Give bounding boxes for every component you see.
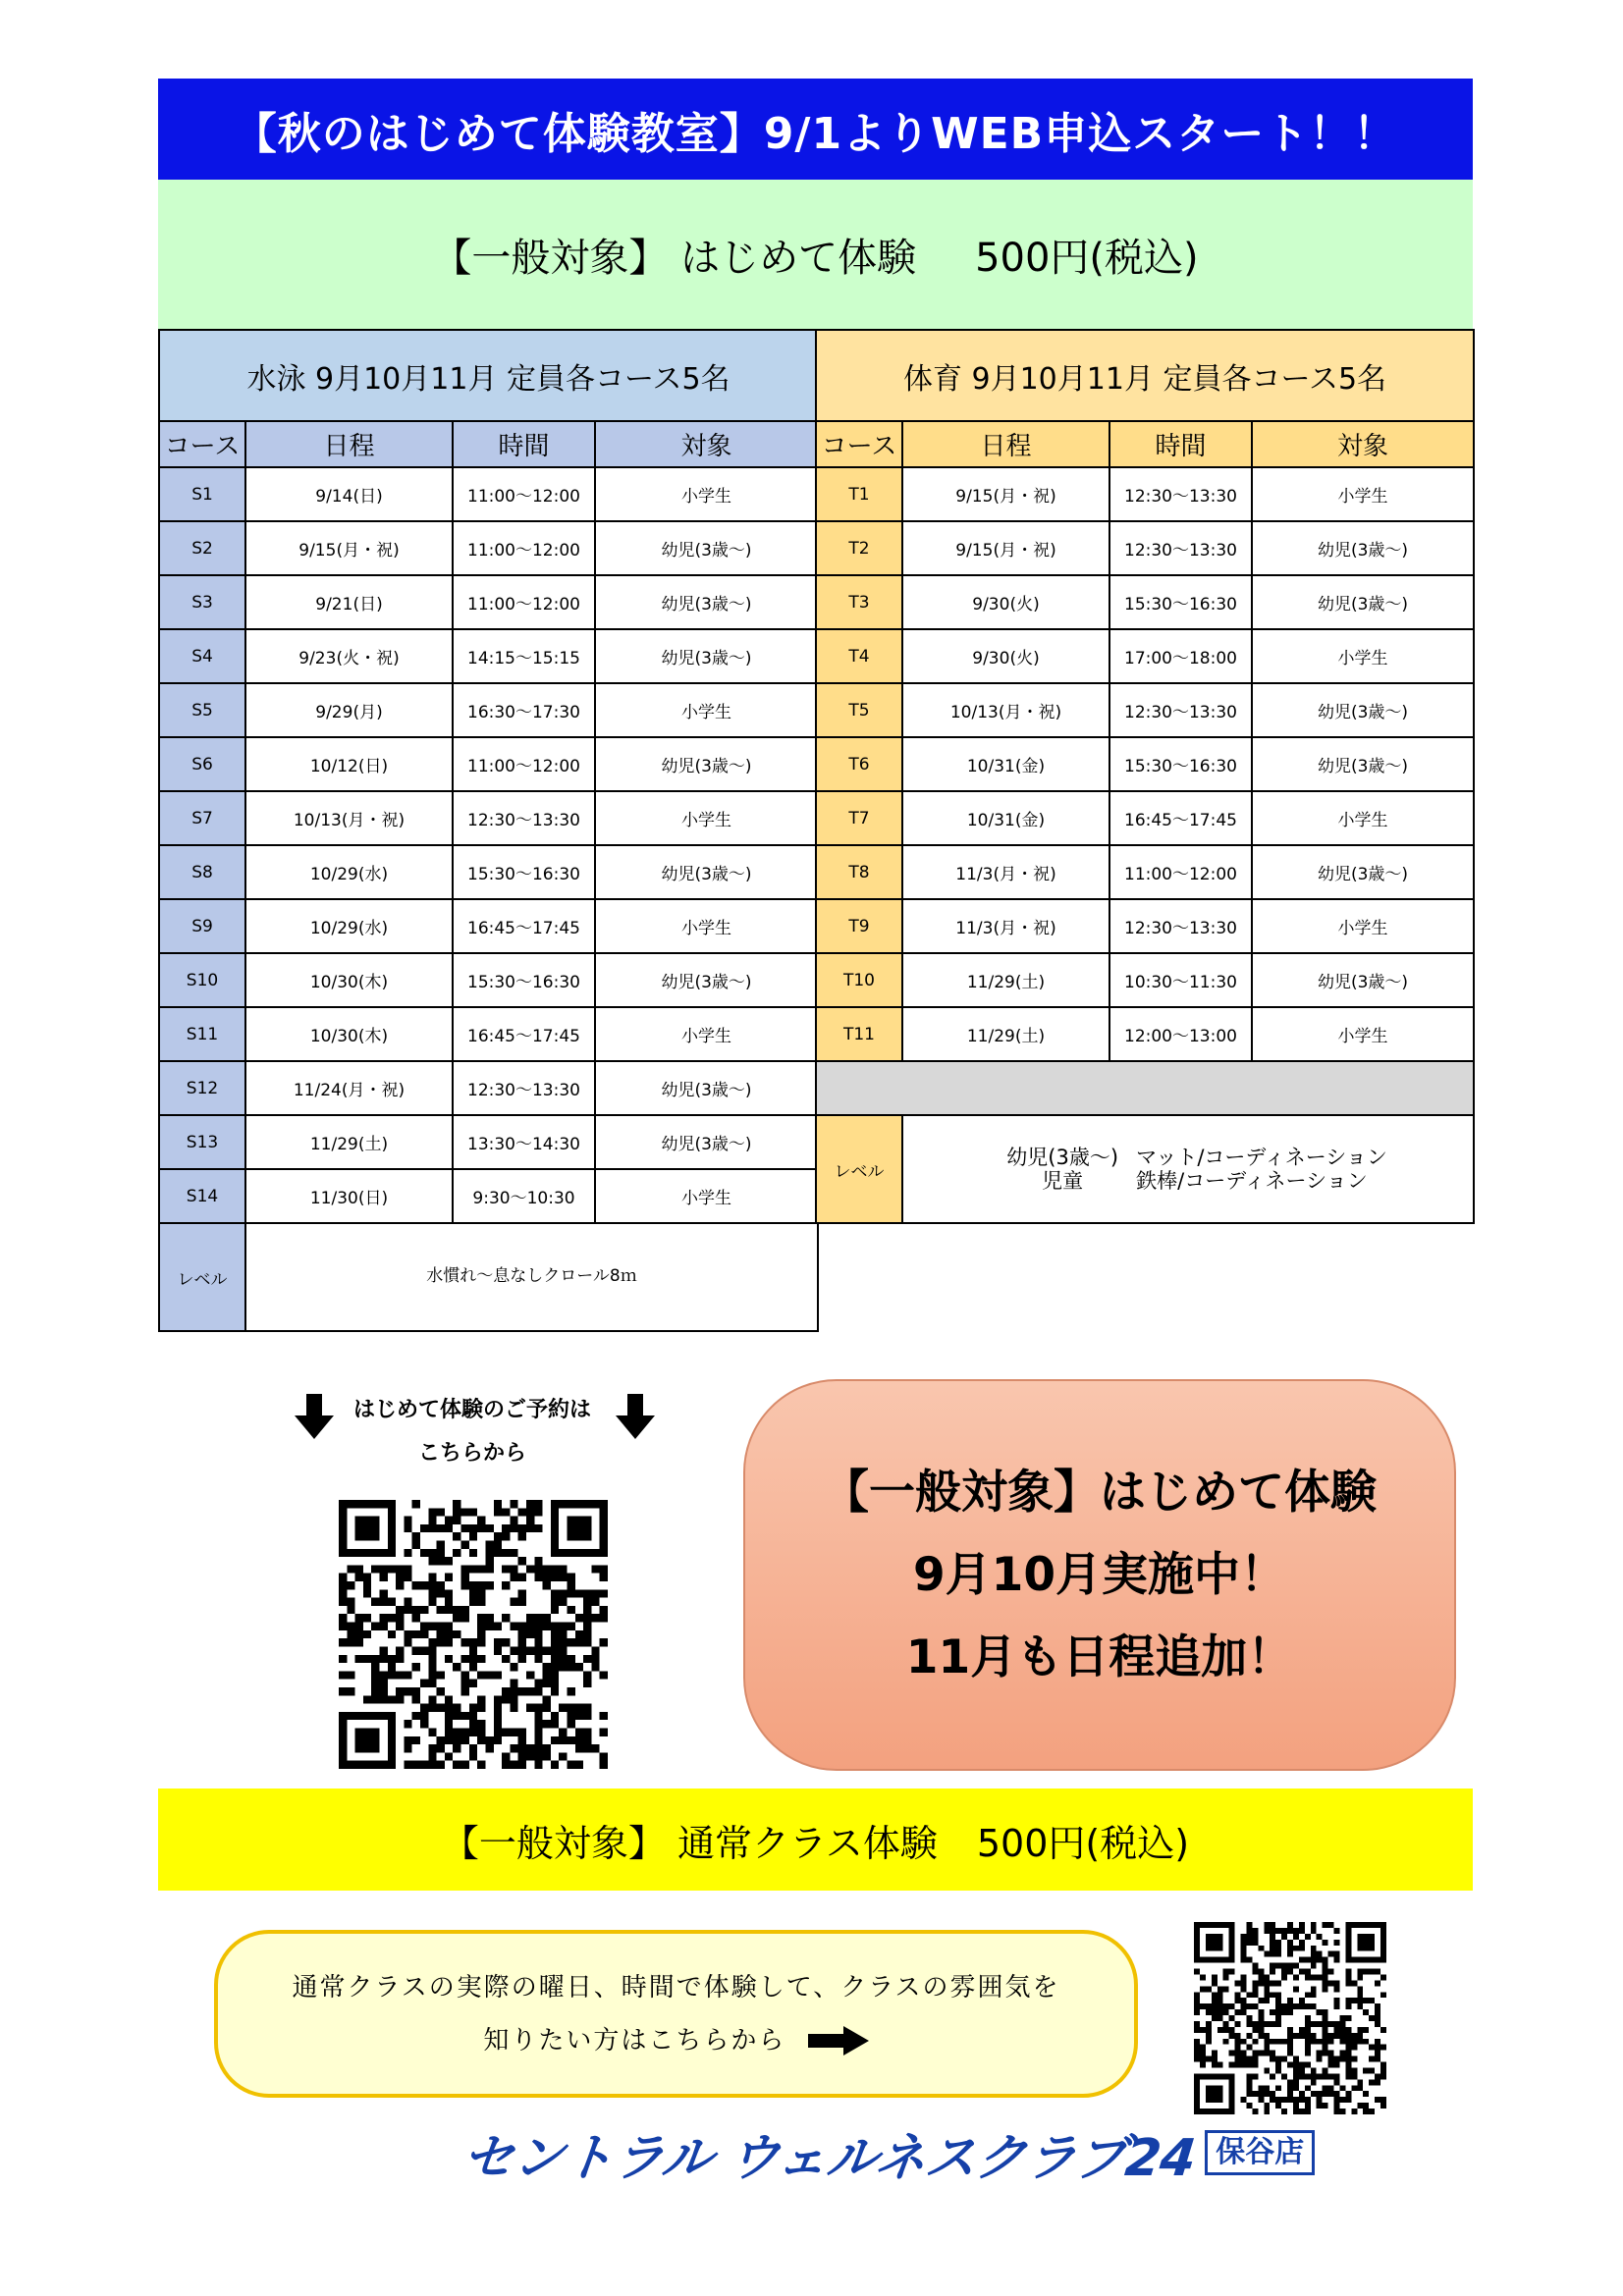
- logo-store: 保谷店: [1205, 2130, 1315, 2175]
- arrow-right-icon: [808, 2026, 869, 2056]
- swim-cell-date: 9/23(火・祝): [245, 629, 453, 683]
- pe-cell-target: 幼児(3歳～): [1252, 683, 1474, 737]
- pe-table-row: [816, 737, 1474, 791]
- swim-table-row: [159, 1169, 818, 1223]
- reservation-line1: はじめて体験のご予約は: [352, 1398, 591, 1422]
- swim-cell-course-code: S7: [159, 791, 245, 845]
- swim-cell-target: 幼児(3歳～): [595, 629, 818, 683]
- swim-cell-date: 9/14(日): [245, 467, 453, 521]
- swim-cell-time: 11:00～12:00: [453, 575, 595, 629]
- pe-col-time: 時間: [1109, 421, 1252, 467]
- pe-table-row: [816, 575, 1474, 629]
- pe-table-row: [816, 791, 1474, 845]
- pe-cell-course-code: T5: [816, 683, 902, 737]
- pe-cell-date: 9/30(火): [902, 629, 1109, 683]
- swim-cell-course-code: S9: [159, 899, 245, 953]
- pe-cell-time: 12:30～13:30: [1109, 899, 1252, 953]
- swim-cell-target: 小学生: [595, 1007, 818, 1061]
- swim-cell-target: 幼児(3歳～): [595, 953, 818, 1007]
- swim-table-row: [159, 791, 818, 845]
- swim-cell-course-code: S8: [159, 845, 245, 899]
- pe-cell-course-code: T8: [816, 845, 902, 899]
- swim-schedule-table: [158, 329, 819, 1332]
- swim-level-label: レベル: [159, 1223, 245, 1331]
- pe-cell-date: 11/29(土): [902, 1007, 1109, 1061]
- regular-price: 500円(税込): [976, 1821, 1190, 1865]
- swim-table-title: 水泳 9月10月11月 定員各コース5名: [159, 330, 818, 421]
- swim-cell-target: 幼児(3歳～): [595, 737, 818, 791]
- swim-cell-time: 16:30～17:30: [453, 683, 595, 737]
- swim-cell-date: 11/29(土): [245, 1115, 453, 1169]
- pe-level-content-1: マット/コーディネーション: [1136, 1145, 1387, 1169]
- pe-cell-target: 小学生: [1252, 629, 1474, 683]
- swim-cell-target: 幼児(3歳～): [595, 1061, 818, 1115]
- pe-cell-date: 10/31(金): [902, 791, 1109, 845]
- swim-table-row: [159, 683, 818, 737]
- pe-level-target-1: 幼児(3歳～): [1006, 1145, 1119, 1169]
- swim-table-row: [159, 1061, 818, 1115]
- promo-line1: 【一般対象】はじめて体験: [823, 1465, 1377, 1520]
- swim-table-row: [159, 1115, 818, 1169]
- pe-cell-course-code: T10: [816, 953, 902, 1007]
- pe-cell-time: 12:30～13:30: [1109, 683, 1252, 737]
- pe-cell-time: 15:30～16:30: [1109, 575, 1252, 629]
- swim-cell-target: 小学生: [595, 467, 818, 521]
- swim-cell-time: 12:30～13:30: [453, 1061, 595, 1115]
- swim-cell-time: 15:30～16:30: [453, 845, 595, 899]
- pe-cell-target: 幼児(3歳～): [1252, 737, 1474, 791]
- reservation-qr-code[interactable]: [339, 1500, 608, 1769]
- swim-cell-course-code: S3: [159, 575, 245, 629]
- pe-cell-course-code: T11: [816, 1007, 902, 1061]
- swim-cell-target: 小学生: [595, 899, 818, 953]
- pe-cell-course-code: T4: [816, 629, 902, 683]
- pe-empty-area: [816, 1061, 1474, 1115]
- reservation-note: [291, 1389, 654, 1475]
- pe-col-course: コース: [816, 421, 902, 467]
- swim-cell-time: 16:45～17:45: [453, 1007, 595, 1061]
- logo-name: セントラル ウェルネスクラブ24: [460, 2128, 1198, 2188]
- pe-cell-time: 12:30～13:30: [1109, 467, 1252, 521]
- pe-table-row: [816, 521, 1474, 575]
- regular-note-line1: 通常クラスの実際の曜日、時間で体験して、クラスの雰囲気を: [292, 1972, 1060, 2002]
- swim-cell-course-code: S10: [159, 953, 245, 1007]
- pe-col-target: 対象: [1252, 421, 1474, 467]
- main-title-banner: [158, 79, 1473, 180]
- swim-cell-date: 10/30(木): [245, 1007, 453, 1061]
- swim-cell-course-code: S1: [159, 467, 245, 521]
- swim-table-row: [159, 521, 818, 575]
- pe-cell-date: 11/3(月・祝): [902, 845, 1109, 899]
- pe-cell-course-code: T7: [816, 791, 902, 845]
- pe-cell-date: 10/13(月・祝): [902, 683, 1109, 737]
- swim-col-target: 対象: [595, 421, 818, 467]
- club-logo: [460, 2118, 1315, 2188]
- regular-class-note: [214, 1930, 1138, 2098]
- swim-cell-date: 9/15(月・祝): [245, 521, 453, 575]
- swim-cell-target: 幼児(3歳～): [595, 845, 818, 899]
- pe-table-title: 体育 9月10月11月 定員各コース5名: [816, 330, 1474, 421]
- pe-level-label: レベル: [816, 1115, 902, 1223]
- regular-trial-banner: [158, 1789, 1473, 1891]
- swim-cell-course-code: S14: [159, 1169, 245, 1223]
- swim-cell-course-code: S12: [159, 1061, 245, 1115]
- pe-table-row: [816, 953, 1474, 1007]
- swim-cell-date: 9/21(日): [245, 575, 453, 629]
- pe-cell-time: 15:30～16:30: [1109, 737, 1252, 791]
- pe-cell-course-code: T3: [816, 575, 902, 629]
- swim-cell-date: 11/24(月・祝): [245, 1061, 453, 1115]
- pe-level-content-2: 鉄棒/コーディネーション: [1136, 1168, 1368, 1193]
- swim-col-date: 日程: [245, 421, 453, 467]
- pe-cell-date: 10/31(金): [902, 737, 1109, 791]
- pe-table-row: [816, 899, 1474, 953]
- swim-cell-date: 11/30(日): [245, 1169, 453, 1223]
- trial-price: 500円(税込): [975, 235, 1199, 281]
- swim-cell-target: 小学生: [595, 1169, 818, 1223]
- pe-level-text: [902, 1115, 1474, 1223]
- swim-cell-time: 12:30～13:30: [453, 791, 595, 845]
- pe-cell-course-code: T6: [816, 737, 902, 791]
- swim-cell-target: 小学生: [595, 791, 818, 845]
- swim-col-course: コース: [159, 421, 245, 467]
- swim-table-row: [159, 629, 818, 683]
- swim-cell-date: 10/13(月・祝): [245, 791, 453, 845]
- pe-cell-target: 幼児(3歳～): [1252, 575, 1474, 629]
- swim-cell-date: 10/12(日): [245, 737, 453, 791]
- trial-banner: [158, 180, 1473, 329]
- pe-cell-date: 9/15(月・祝): [902, 521, 1109, 575]
- pe-cell-course-code: T1: [816, 467, 902, 521]
- pe-cell-time: 12:30～13:30: [1109, 521, 1252, 575]
- pe-cell-time: 16:45～17:45: [1109, 791, 1252, 845]
- pe-cell-course-code: T2: [816, 521, 902, 575]
- pe-table-row: [816, 683, 1474, 737]
- trial-label: 【一般対象】 はじめて体験: [432, 235, 917, 281]
- pe-cell-target: 小学生: [1252, 791, 1474, 845]
- swim-table-row: [159, 953, 818, 1007]
- regular-class-qr-code[interactable]: [1194, 1922, 1386, 2114]
- pe-table-row: [816, 629, 1474, 683]
- pe-table-row: [816, 845, 1474, 899]
- pe-cell-target: 幼児(3歳～): [1252, 953, 1474, 1007]
- swim-cell-target: 幼児(3歳～): [595, 521, 818, 575]
- swim-cell-course-code: S4: [159, 629, 245, 683]
- swim-table-row: [159, 575, 818, 629]
- swim-level-text: 水慣れ～息なしクロール8ｍ: [245, 1223, 818, 1331]
- pe-cell-course-code: T9: [816, 899, 902, 953]
- swim-cell-course-code: S11: [159, 1007, 245, 1061]
- pe-cell-target: 小学生: [1252, 899, 1474, 953]
- pe-cell-date: 9/15(月・祝): [902, 467, 1109, 521]
- swim-cell-time: 9:30～10:30: [453, 1169, 595, 1223]
- reservation-line2: こちらから: [417, 1441, 526, 1466]
- pe-table-row: [816, 1007, 1474, 1061]
- pe-cell-date: 11/29(土): [902, 953, 1109, 1007]
- regular-label: 【一般対象】 通常クラス体験: [441, 1821, 938, 1865]
- pe-cell-time: 11:00～12:00: [1109, 845, 1252, 899]
- pe-cell-date: 11/3(月・祝): [902, 899, 1109, 953]
- swim-table-row: [159, 899, 818, 953]
- swim-cell-time: 13:30～14:30: [453, 1115, 595, 1169]
- regular-note-line2: 知りたい方はこちらから: [483, 2025, 786, 2056]
- pe-level-target-2: 児童: [1042, 1168, 1084, 1193]
- pe-cell-target: 幼児(3歳～): [1252, 521, 1474, 575]
- promo-box: [743, 1379, 1456, 1771]
- swim-table-row: [159, 737, 818, 791]
- swim-cell-date: 10/30(木): [245, 953, 453, 1007]
- pe-cell-target: 小学生: [1252, 1007, 1474, 1061]
- swim-cell-time: 11:00～12:00: [453, 467, 595, 521]
- swim-cell-time: 11:00～12:00: [453, 737, 595, 791]
- swim-cell-course-code: S2: [159, 521, 245, 575]
- pe-schedule-table: [815, 329, 1475, 1224]
- swim-col-time: 時間: [453, 421, 595, 467]
- pe-cell-target: 幼児(3歳～): [1252, 845, 1474, 899]
- pe-cell-target: 小学生: [1252, 467, 1474, 521]
- pe-cell-time: 10:30～11:30: [1109, 953, 1252, 1007]
- pe-col-date: 日程: [902, 421, 1109, 467]
- swim-table-row: [159, 845, 818, 899]
- pe-cell-time: 12:00～13:00: [1109, 1007, 1252, 1061]
- swim-cell-time: 16:45～17:45: [453, 899, 595, 953]
- swim-cell-time: 14:15～15:15: [453, 629, 595, 683]
- swim-cell-time: 15:30～16:30: [453, 953, 595, 1007]
- promo-line3: 11月も日程追加！: [905, 1629, 1294, 1684]
- pe-cell-date: 9/30(火): [902, 575, 1109, 629]
- swim-cell-target: 小学生: [595, 683, 818, 737]
- swim-cell-course-code: S6: [159, 737, 245, 791]
- swim-table-row: [159, 467, 818, 521]
- swim-cell-target: 幼児(3歳～): [595, 575, 818, 629]
- swim-cell-course-code: S5: [159, 683, 245, 737]
- swim-cell-date: 10/29(水): [245, 845, 453, 899]
- swim-cell-date: 9/29(月): [245, 683, 453, 737]
- swim-cell-target: 幼児(3歳～): [595, 1115, 818, 1169]
- swim-cell-course-code: S13: [159, 1115, 245, 1169]
- promo-line2: 9月10月実施中！: [912, 1547, 1287, 1602]
- swim-table-row: [159, 1007, 818, 1061]
- swim-cell-date: 10/29(水): [245, 899, 453, 953]
- pe-table-row: [816, 467, 1474, 521]
- pe-cell-time: 17:00～18:00: [1109, 629, 1252, 683]
- main-title: 【秋のはじめて体験教室】9/1よりWEB申込スタート！！: [233, 108, 1398, 159]
- swim-cell-time: 11:00～12:00: [453, 521, 595, 575]
